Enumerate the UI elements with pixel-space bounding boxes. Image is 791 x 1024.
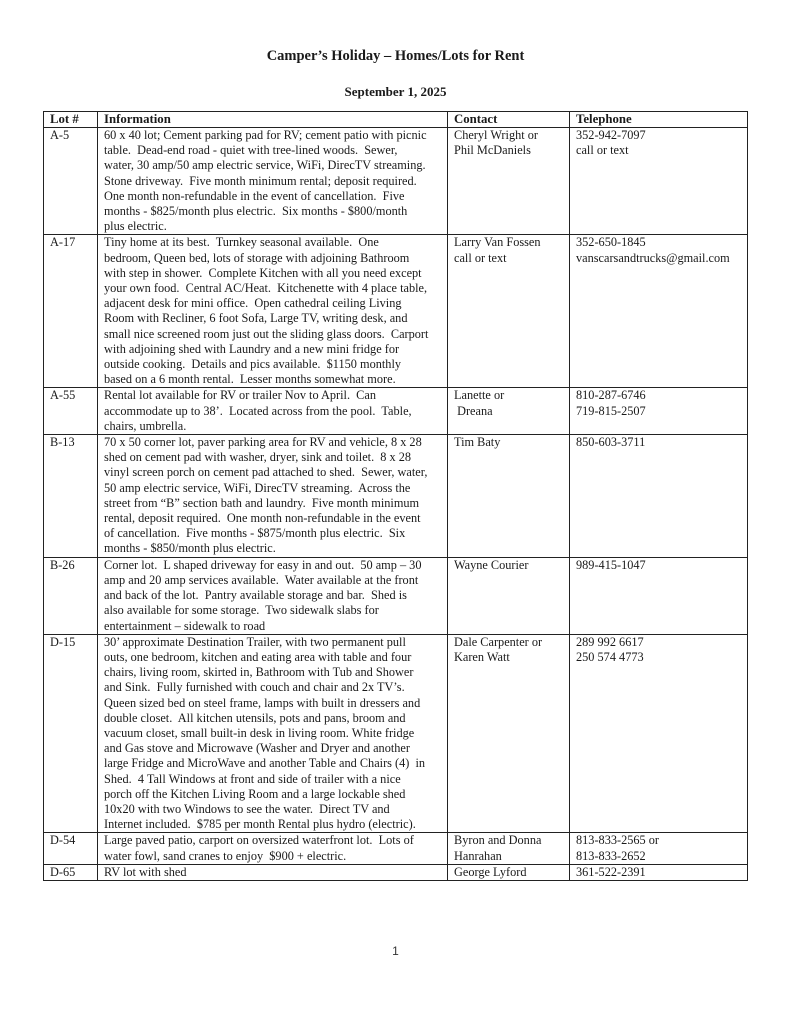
information-cell-line: water fowl, sand cranes to enjoy $900 + electric. — [104, 848, 347, 863]
contact-cell-line: Tim Baty — [454, 435, 501, 450]
telephone-cell — [570, 833, 748, 864]
column-header-information: Information — [98, 112, 448, 128]
contact-cell-line: Karen Watt — [454, 649, 510, 664]
contact-cell-line: Larry Van Fossen — [454, 235, 541, 250]
information-cell-line: Internet included. $785 per month Rental plus hydro (electric). — [104, 817, 416, 832]
information-cell — [98, 557, 448, 634]
contact-cell — [448, 557, 570, 634]
information-cell-line: Shed. 4 Tall Windows at front and side of trailer with a nice — [104, 771, 401, 786]
lot-number-cell: D-15 — [44, 634, 98, 833]
column-header-lot: Lot # — [44, 112, 98, 128]
telephone-cell-line: 352-650-1845 — [576, 235, 646, 250]
rentals-table — [43, 111, 748, 881]
column-header-telephone: Telephone — [570, 112, 748, 128]
telephone-cell-line: 289 992 6617 — [576, 634, 644, 649]
information-cell-line: Tiny home at its best. Turnkey seasonal available. One — [104, 235, 379, 250]
information-cell-line: entertainment – sidewalk to road — [104, 618, 266, 633]
information-cell-line: rental, deposit required. One month non-refundable in the event — [104, 511, 421, 526]
information-cell-line: double closet. All kitchen utensils, pots and pans, broom and — [104, 710, 406, 725]
telephone-cell — [570, 864, 748, 880]
information-cell-line: with adjoining shed with Laundry and a new mini fridge for — [104, 341, 400, 356]
information-cell-line: small nice screened room just out the sliding glass doors. Carport — [104, 326, 429, 341]
information-cell-line: 30’ approximate Destination Trailer, with two permanent pull — [104, 634, 406, 649]
information-cell-line: accommodate up to 38’. Located across from the pool. Table, — [104, 403, 412, 418]
lot-number-cell: A-17 — [44, 235, 98, 388]
contact-cell — [448, 388, 570, 435]
contact-cell-line: George Lyford — [454, 864, 527, 879]
table-row — [44, 557, 748, 634]
contact-cell-line: Dreana — [454, 403, 493, 418]
information-cell-line: adjacent desk for mini office. Open cathedral ceiling Living — [104, 296, 402, 311]
contact-cell-line: Byron and Donna — [454, 833, 542, 848]
information-cell-line: chairs, umbrella. — [104, 418, 187, 433]
information-cell-line: and Gas stove and Microwave (Washer and Dryer and another — [104, 741, 410, 756]
information-cell-line: months - $850/month plus electric. — [104, 541, 276, 556]
information-cell-line: with step in shower. Complete Kitchen with all you need except — [104, 265, 422, 280]
telephone-cell-line[interactable]: vanscarsandtrucks@gmail.com — [576, 250, 730, 265]
contact-cell-line: Dale Carpenter or — [454, 634, 543, 649]
contact-cell — [448, 833, 570, 864]
contact-cell-line: Hanrahan — [454, 848, 502, 863]
contact-cell-line: Wayne Courier — [454, 557, 529, 572]
lot-number-cell: D-65 — [44, 864, 98, 880]
information-cell-line: vacuum closet, small built-in desk in living room. White fridge — [104, 725, 415, 740]
table-row — [44, 128, 748, 235]
information-cell-line: outside cooking. Details and pics available. $1150 monthly — [104, 357, 402, 372]
contact-cell — [448, 128, 570, 235]
contact-cell-line: Lanette or — [454, 388, 505, 403]
information-cell-line: also available for some storage. Two sidewalk slabs for — [104, 603, 379, 618]
table-body — [44, 128, 748, 881]
page-number: 1 — [392, 944, 399, 958]
information-cell-line: RV lot with shed — [104, 864, 187, 879]
table-row — [44, 634, 748, 833]
lot-number-cell: A-5 — [44, 128, 98, 235]
information-cell-line: 10x20 with two Windows to see the water. Direct TV and — [104, 801, 390, 816]
table-row — [44, 235, 748, 388]
information-cell-line: Queen sized bed on steel frame, lamps with built in dressers and — [104, 695, 421, 710]
telephone-cell-line: 352-942-7097 — [576, 128, 646, 142]
lot-number-cell: D-54 — [44, 833, 98, 864]
information-cell-line: and back of the lot. Pantry available storage and bar. Shed is — [104, 588, 407, 603]
information-cell — [98, 128, 448, 235]
lot-number-cell: A-55 — [44, 388, 98, 435]
telephone-cell-line: 813-833-2565 or — [576, 833, 659, 848]
information-cell-line: vinyl screen porch on cement pad attached to shed. Sewer, water, — [104, 465, 428, 480]
information-cell-line: 60 x 40 lot; Cement parking pad for RV; cement patio with picnic — [104, 128, 427, 142]
information-cell-line: Room with Recliner, 6 foot Sofa, Large TV, writing desk, and — [104, 311, 408, 326]
information-cell-line: shed on cement pad with washer, dryer, sink and toilet. 8 x 28 — [104, 450, 412, 465]
table-row — [44, 388, 748, 435]
table-row — [44, 833, 748, 864]
information-cell-line: and Sink. Fully furnished with couch and chair and 2x TV’s. — [104, 680, 405, 695]
contact-cell — [448, 235, 570, 388]
information-cell-line: table. Dead-end road - quiet with tree-lined woods. Sewer, — [104, 143, 398, 158]
telephone-cell-line: 719-815-2507 — [576, 403, 646, 418]
telephone-cell-line: 361-522-2391 — [576, 864, 646, 879]
information-cell-line: months - $825/month plus electric. Six months - $800/month — [104, 204, 408, 219]
information-cell-line: outs, one bedroom, kitchen and eating area with table and four — [104, 649, 412, 664]
information-cell-line: based on a 6 month rental. Lesser months somewhat more. — [104, 372, 396, 387]
information-cell — [98, 235, 448, 388]
information-cell-line: chairs, living room, skirted in, Bathroom with Tub and Shower — [104, 665, 414, 680]
information-cell-line: Rental lot available for RV or trailer Nov to April. Can — [104, 388, 376, 403]
contact-cell-line: Phil McDaniels — [454, 143, 531, 158]
information-cell-line: Corner lot. L shaped driveway for easy in and out. 50 amp – 30 — [104, 557, 422, 572]
contact-cell — [448, 864, 570, 880]
table-row — [44, 864, 748, 880]
table-header-row — [44, 112, 748, 128]
information-cell-line: street from “B” section bath and laundry. Five month minimum — [104, 495, 420, 510]
document-title: Camper’s Holiday – Homes/Lots for Rent — [266, 48, 525, 64]
telephone-cell — [570, 435, 748, 558]
information-cell-line: water, 30 amp/50 amp electric service, WiFi, DirecTV streaming. — [104, 158, 426, 173]
contact-cell-line: call or text — [454, 250, 507, 265]
telephone-cell-line: 989-415-1047 — [576, 557, 646, 572]
information-cell-line: 50 amp electric service, WiFi, DirecTV streaming. Across the — [104, 480, 411, 495]
telephone-cell-line: 850-603-3711 — [576, 435, 646, 450]
document-date: September 1, 2025 — [344, 84, 447, 99]
table-row — [44, 435, 748, 558]
information-cell-line: One month non-refundable in the event of cancellation. Five — [104, 188, 405, 203]
information-cell-line: your own food. Central AC/Heat. Kitchenette with 4 place table, — [104, 281, 428, 296]
information-cell — [98, 864, 448, 880]
information-cell-line: large Fridge and MicroWave and another Table and Chairs (4) in — [104, 756, 426, 771]
contact-cell — [448, 435, 570, 558]
telephone-cell — [570, 388, 748, 435]
telephone-cell-line: 810-287-6746 — [576, 388, 646, 403]
telephone-cell — [570, 235, 748, 388]
information-cell-line: bedroom, Queen bed, lots of storage with adjoining Bathroom — [104, 250, 410, 265]
information-cell-line: Large paved patio, carport on oversized waterfront lot. Lots of — [104, 833, 414, 848]
telephone-cell — [570, 128, 748, 235]
information-cell — [98, 388, 448, 435]
information-cell — [98, 634, 448, 833]
information-cell-line: amp and 20 amp services available. Water available at the front — [104, 572, 419, 587]
contact-cell — [448, 634, 570, 833]
telephone-cell-line: 250 574 4773 — [576, 649, 644, 664]
information-cell-line: Stone driveway. Five month minimum rental; deposit required. — [104, 173, 417, 188]
information-cell-line: plus electric. — [104, 219, 167, 234]
contact-cell-line: Cheryl Wright or — [454, 128, 538, 142]
telephone-cell — [570, 634, 748, 833]
telephone-cell-line: call or text — [576, 143, 629, 158]
information-cell — [98, 435, 448, 558]
information-cell — [98, 833, 448, 864]
information-cell-line: 70 x 50 corner lot, paver parking area for RV and vehicle, 8 x 28 — [104, 435, 422, 450]
information-cell-line: of cancellation. Five months - $875/month plus electric. Six — [104, 526, 406, 541]
telephone-cell — [570, 557, 748, 634]
information-cell-line: porch off the Kitchen Living Room and a large lockable shed — [104, 786, 406, 801]
lot-number-cell: B-26 — [44, 557, 98, 634]
telephone-cell-line: 813-833-2652 — [576, 848, 646, 863]
column-header-contact: Contact — [448, 112, 570, 128]
lot-number-cell: B-13 — [44, 435, 98, 558]
